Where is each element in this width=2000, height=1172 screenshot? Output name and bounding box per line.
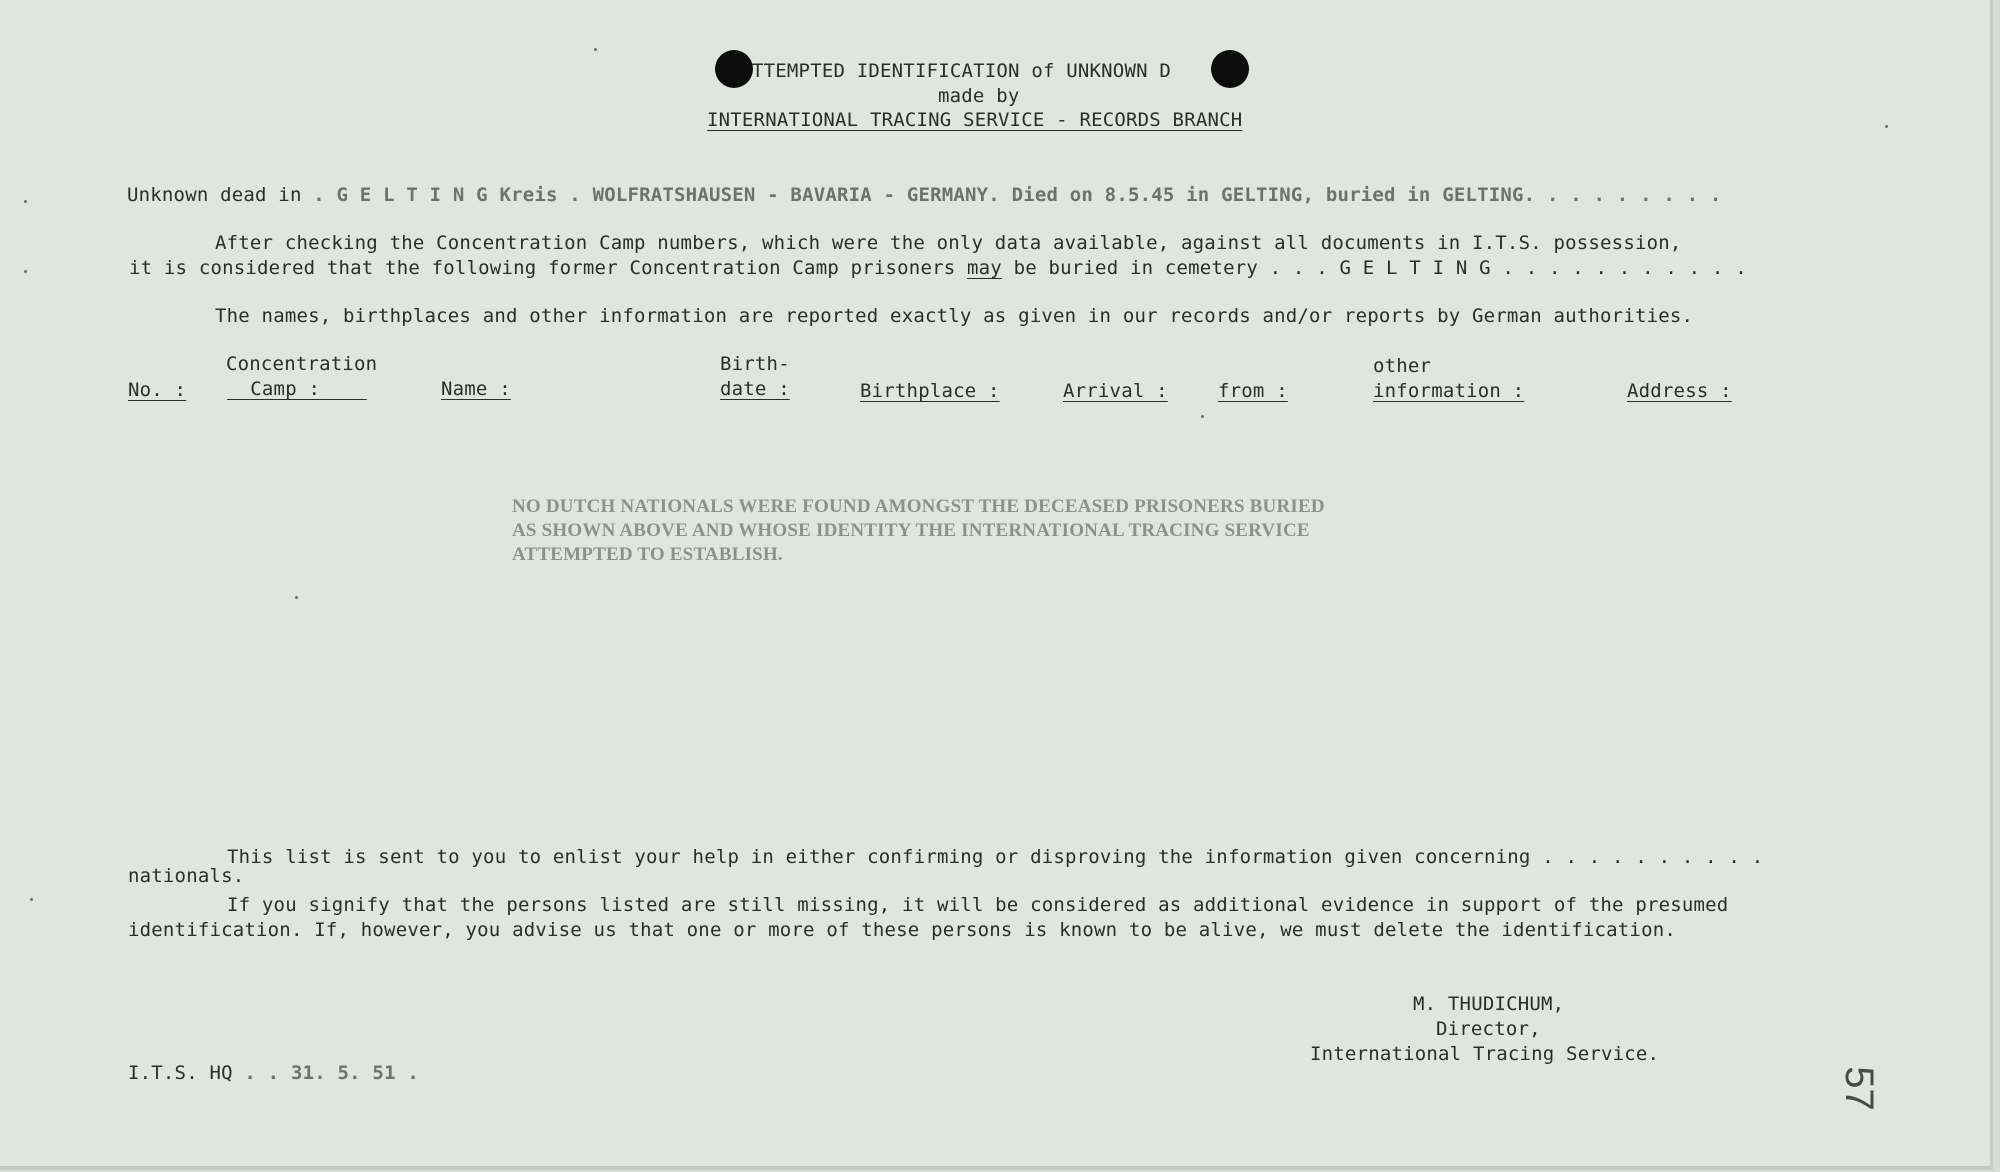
closing-line-1: This list is sent to you to enlist your help in either confirming or disproving the information given concerning . . . . . . . . . . — [227, 846, 1764, 868]
header-address: Address : — [1627, 380, 1732, 402]
closing-line-4: identification. If, however, you advise us that one or more of these persons is known to be alive, we must delete the identification. — [128, 919, 1676, 941]
header-birthplace: Birthplace : — [860, 380, 1000, 402]
header-other-top: other — [1373, 355, 1432, 377]
page-number: 57 — [1836, 1066, 1881, 1111]
records-branch-heading: INTERNATIONAL TRACING SERVICE - RECORDS BRANCH — [707, 109, 1243, 131]
unknown-dead-line — [127, 183, 1722, 207]
punch-hole-right — [1211, 50, 1249, 88]
checking-line-2 — [129, 256, 1747, 280]
hq-label-text: I.T.S. HQ — [128, 1062, 233, 1084]
signature-title: Director, — [1436, 1018, 1541, 1040]
hq-date: . . 31. 5. 51 . — [244, 1062, 419, 1084]
stamp-notice-line-1: NO DUTCH NATIONALS WERE FOUND AMONGST THE DECEASED PRISONERS BURIED — [512, 496, 1325, 517]
header-birthdate-bottom: date : — [720, 378, 790, 400]
paper-speck — [594, 48, 597, 51]
stamp-notice-line-2: AS SHOWN ABOVE AND WHOSE IDENTITY THE INTERNATIONAL TRACING SERVICE — [512, 520, 1310, 541]
header-arrival: Arrival : — [1063, 380, 1168, 402]
header-no: No. : — [128, 379, 187, 401]
paper-speck — [24, 200, 27, 203]
unknown-dead-prefix: Unknown dead in — [127, 184, 302, 206]
paper-speck — [1201, 415, 1204, 418]
checking-line-2-may: may — [967, 257, 1002, 279]
signature-name: M. THUDICHUM, — [1413, 993, 1565, 1015]
stamp-notice-line-3: ATTEMPTED TO ESTABLISH. — [512, 544, 783, 565]
header-camp-bottom — [227, 377, 367, 401]
header-from: from : — [1218, 380, 1288, 402]
checking-line-1: After checking the Concentration Camp numbers, which were the only data available, against all documents in I.T.S. possession, — [215, 232, 1682, 254]
made-by-line: made by — [938, 85, 1020, 107]
checking-line-2-post: be buried in cemetery . . . G E L T I N G . . . . . . . . . . . — [1013, 257, 1747, 279]
names-note: The names, birthplaces and other information are reported exactly as given in our records and/or reports by German authorities. — [215, 305, 1694, 327]
punch-hole-left — [715, 50, 753, 88]
checking-line-2-pre: it is considered that the following former Concentration Camp prisoners — [129, 257, 956, 279]
paper-speck — [1885, 125, 1888, 128]
header-name: Name : — [441, 378, 511, 400]
signature-org: International Tracing Service. — [1310, 1043, 1660, 1065]
document-title: TTEMPTED IDENTIFICATION of UNKNOWN D — [752, 60, 1172, 82]
closing-line-3: If you signify that the persons listed are still missing, it will be considered as additional evidence in support of the presumed — [227, 894, 1729, 916]
paper-speck — [24, 270, 27, 273]
header-camp-top: Concentration — [226, 353, 378, 375]
paper-speck — [295, 596, 298, 599]
unknown-dead-details: . G E L T I N G Kreis . WOLFRATSHAUSEN - BAVARIA - GERMANY. Died on 8.5.45 in GELTING, buried in GELTING. . . . . . . . . — [313, 184, 1722, 206]
header-birthdate-top: Birth- — [720, 353, 790, 375]
header-camp-label: Camp : — [250, 378, 321, 400]
header-other-bottom: information : — [1373, 380, 1525, 402]
closing-line-2: nationals. — [128, 865, 245, 887]
hq-label — [128, 1061, 419, 1085]
paper-speck — [30, 898, 33, 901]
